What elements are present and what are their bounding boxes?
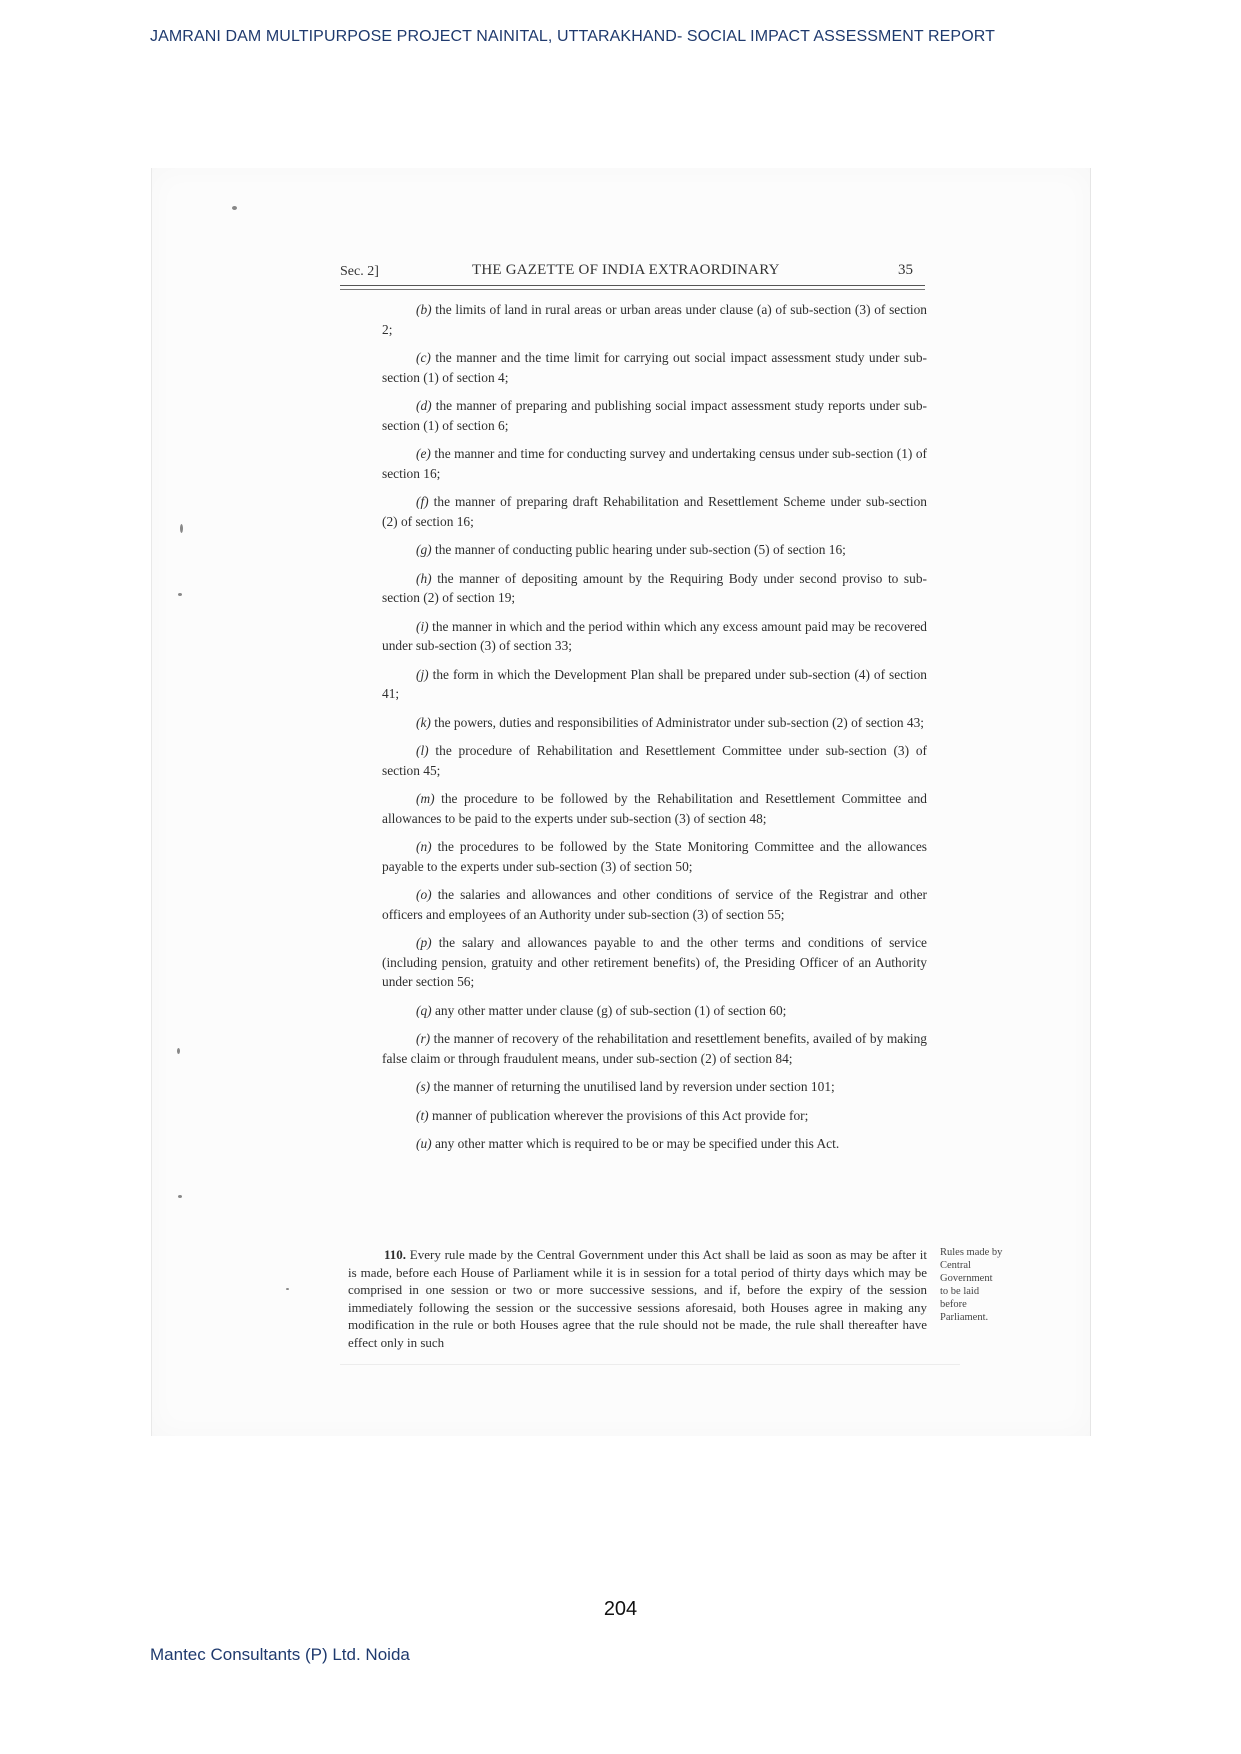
clause-item: [382, 933, 927, 992]
report-header: JAMRANI DAM MULTIPURPOSE PROJECT NAINITAL, UTTARAKHAND- SOCIAL IMPACT ASSESSMENT REPORT: [150, 28, 995, 45]
clause-label: (j): [416, 666, 429, 682]
margin-note: Rules made by Central Government to be laid before Parliament.: [940, 1247, 1003, 1323]
clause-item: [382, 789, 927, 828]
clause-label: (u): [416, 1136, 432, 1151]
clause-label: (f): [416, 494, 429, 509]
clause-label: (e): [416, 446, 431, 461]
page-number: 204: [603, 1598, 638, 1620]
clause-text: the manner of recovery of the rehabilitation and resettlement benefits, availed of by making false claim or through fraudulent means, under sub-section (2) of section 84;: [382, 1031, 927, 1066]
scan-speck: [286, 1288, 289, 1290]
scan-speck: [178, 593, 182, 596]
gazette-page-number: 35: [898, 262, 913, 278]
scan-edge: [340, 1364, 960, 1365]
company-footer: Mantec Consultants (P) Ltd. Noida: [150, 1645, 410, 1664]
clause-item: [382, 1106, 927, 1126]
clause-text: the manner of preparing draft Rehabilitation and Resettlement Scheme under sub-section (2) of section 16;: [382, 494, 927, 529]
scan-speck: [180, 524, 183, 533]
clause-item: [382, 713, 927, 733]
clause-item: [382, 837, 927, 876]
section-110-paragraph: [348, 1246, 927, 1352]
clause-item: [382, 885, 927, 924]
clause-text: the salaries and allowances and other conditions of service of the Registrar and other officers and employees of an Authority under sub-section (3) of section 55;: [382, 887, 927, 922]
clause-text: the manner of conducting public hearing under sub-section (5) of section 16;: [431, 542, 846, 557]
clause-label: (p): [416, 935, 432, 950]
header-rule: [340, 289, 925, 290]
clause-text: the procedure of Rehabilitation and Resettlement Committee under sub-section (3) of section 45;: [382, 743, 927, 778]
clause-text: the procedures to be followed by the State Monitoring Committee and the allowances payable to the experts under sub-section (3) of section 50;: [382, 839, 927, 874]
section-text: Every rule made by the Central Government under this Act shall be laid as soon as may be after it is made, before each House of Parliament while it is in session for a total period of thirty days which may be comprised in one session or two or more successive sessions, and if, before the expiry of the session immediately following the session or the successive sessions aforesaid, both Houses agree in making any modification in the rule or both Houses agree that the rule should not be made, the rule shall thereafter have effect only in such: [348, 1247, 927, 1350]
clause-text: manner of publication wherever the provisions of this Act provide for;: [428, 1107, 809, 1123]
clause-label: (r): [416, 1031, 431, 1046]
clause-label: (q): [416, 1002, 432, 1018]
clause-text: the powers, duties and responsibilities of Administrator under sub-section (2) of section 43;: [430, 714, 925, 730]
clause-label: (d): [416, 398, 432, 413]
clause-label: (c): [416, 350, 431, 365]
clause-item: [382, 665, 927, 704]
gazette-section-ref: Sec. 2]: [340, 264, 379, 279]
clause-label: (k): [416, 714, 431, 730]
clause-label: (t): [416, 1107, 429, 1123]
scan-speck: [177, 1048, 180, 1054]
scan-speck: [178, 1195, 182, 1198]
clause-label: (l): [416, 743, 429, 758]
clause-item: [382, 569, 927, 608]
clause-text: the manner in which and the period within which any excess amount paid may be recovered under sub-section (3) of section 33;: [382, 618, 927, 653]
clause-item: [382, 348, 927, 387]
clause-text: the procedure to be followed by the Rehabilitation and Resettlement Committee and allowances to be paid to the experts under sub-section (3) of section 48;: [382, 791, 927, 826]
clause-text: the manner of depositing amount by the Requiring Body under second proviso to sub-section (2) of section 19;: [382, 570, 927, 605]
clause-item: [382, 396, 927, 435]
header-rule: [340, 285, 925, 286]
clause-text: the limits of land in rural areas or urban areas under clause (a) of sub-section (3) of section 2;: [382, 302, 927, 337]
clause-text: any other matter under clause (g) of sub-section (1) of section 60;: [431, 1002, 787, 1018]
clause-label: (b): [416, 302, 432, 317]
clause-text: the manner of preparing and publishing social impact assessment study reports under sub-section (1) of section 6;: [382, 398, 927, 433]
clause-label: (o): [416, 887, 432, 902]
clause-item: [382, 492, 927, 531]
clause-text: the manner and the time limit for carrying out social impact assessment study under sub-section (1) of section 4;: [382, 350, 927, 385]
scan-speck: [232, 206, 237, 210]
clause-label: (s): [416, 1079, 431, 1094]
clause-item: [382, 1029, 927, 1068]
clause-text: any other matter which is required to be or may be specified under this Act.: [431, 1136, 840, 1151]
clause-item: [382, 540, 927, 560]
clause-label: (h): [416, 570, 432, 586]
clause-label: (m): [416, 791, 435, 806]
clause-item: [382, 1134, 927, 1154]
gazette-title: THE GAZETTE OF INDIA EXTRAORDINARY: [472, 262, 780, 278]
clause-item: [382, 1077, 927, 1097]
clause-text: the form in which the Development Plan shall be prepared under sub-section (4) of section 41;: [382, 666, 927, 701]
clause-item: [382, 617, 927, 656]
clause-item: [382, 444, 927, 483]
clause-label: (n): [416, 839, 432, 854]
clause-text: the salary and allowances payable to and the other terms and conditions of service (including pension, gratuity and other retirement benefits) of, the Presiding Officer of an Authority under section 56;: [382, 935, 927, 989]
clause-item: [382, 300, 927, 339]
section-number: 110.: [384, 1247, 407, 1262]
clause-label: (g): [416, 542, 432, 557]
scanned-gazette-page: [151, 168, 1091, 1436]
clause-item: [382, 741, 927, 780]
clause-item: [382, 1001, 927, 1021]
clause-text: the manner and time for conducting survey and undertaking census under sub-section (1) of section 16;: [382, 446, 927, 481]
clause-text: the manner of returning the unutilised land by reversion under section 101;: [430, 1079, 835, 1094]
clause-list: [382, 300, 927, 1163]
clause-label: (i): [416, 618, 429, 634]
